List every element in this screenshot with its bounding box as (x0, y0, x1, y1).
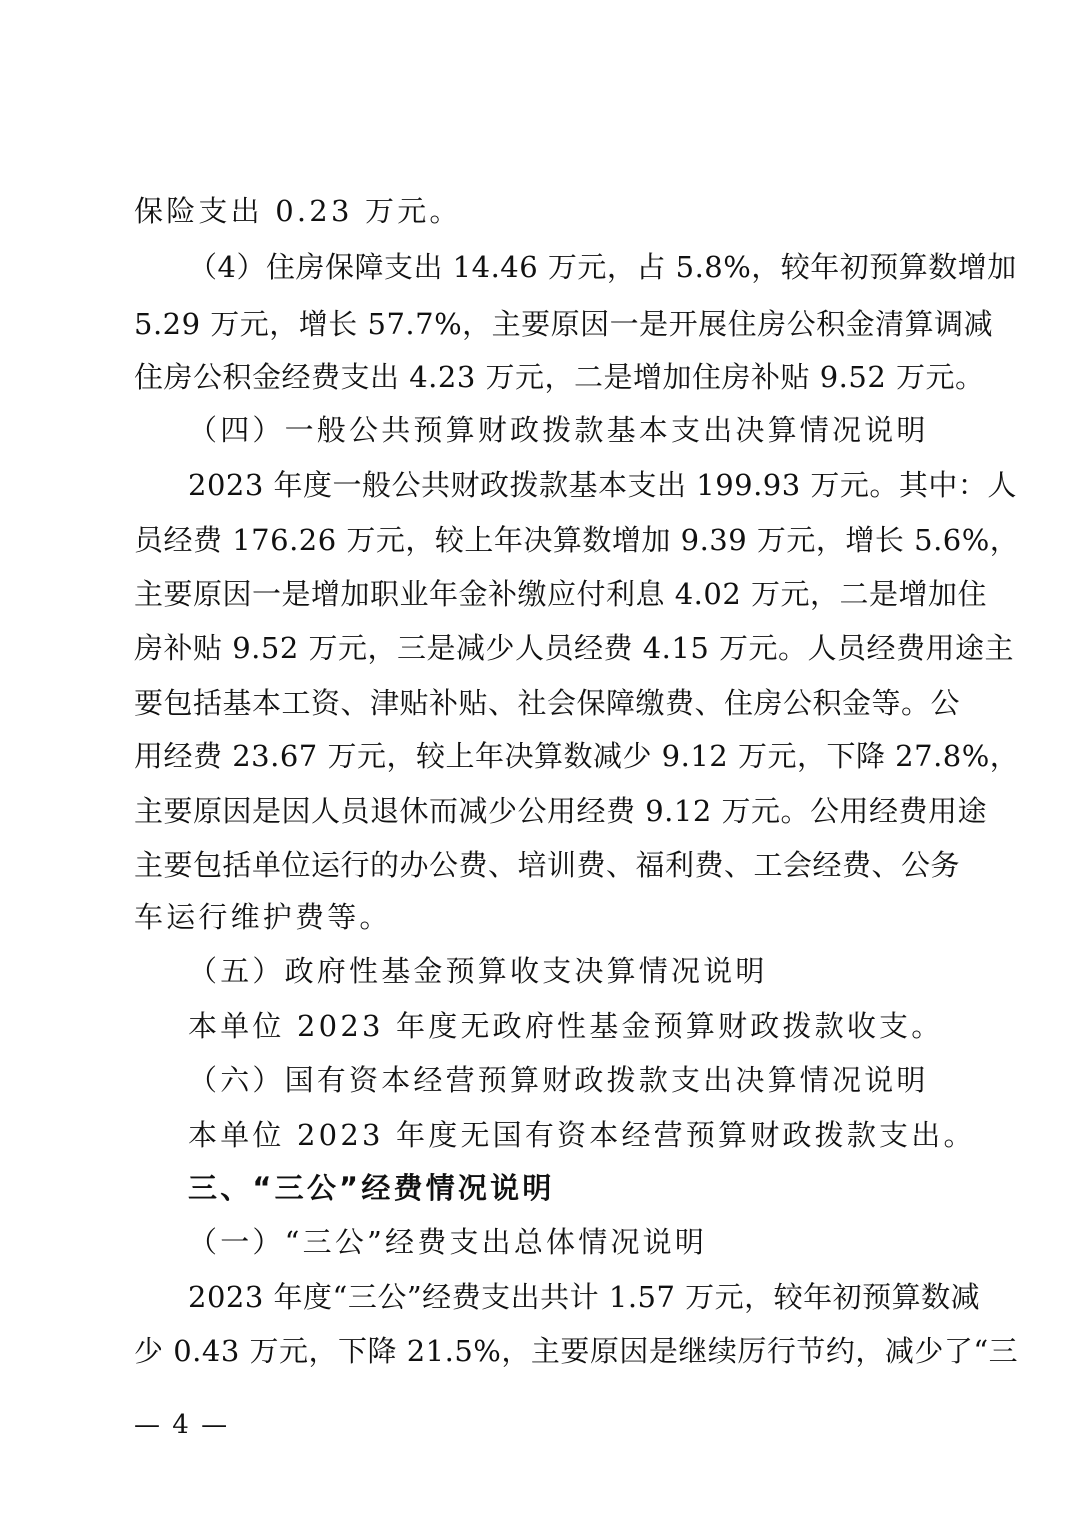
text-line: 本单位 2023 年度无国有资本经营预算财政拨款支出。 (188, 1118, 976, 1152)
section-heading: （四）一般公共预算财政拨款基本支出决算情况说明 (188, 413, 929, 447)
text-line: 主要包括单位运行的办公费、培训费、福利费、工会经费、公务 (134, 848, 961, 882)
text-line: 主要原因一是增加职业年金补缴应付利息 4.02 万元，二是增加住 (134, 577, 988, 611)
text-line: 车运行维护费等。 (134, 900, 392, 934)
text-line: 2023 年度“三公”经费支出共计 1.57 万元，较年初预算数减 (188, 1280, 981, 1314)
text-line: （4）住房保障支出 14.46 万元，占 5.8%，较年初预算数增加 (188, 250, 1017, 284)
text-line: 住房公积金经费支出 4.23 万元，二是增加住房补贴 9.52 万元。 (134, 360, 985, 394)
text-line: 少 0.43 万元，下降 21.5%，主要原因是继续厉行节约，减少了“三 (134, 1334, 1019, 1368)
text-line: 房补贴 9.52 万元，三是减少人员经费 4.15 万元。人员经费用途主 (134, 631, 1015, 665)
section-heading: （六）国有资本经营预算财政拨款支出决算情况说明 (188, 1063, 929, 1097)
chapter-heading: 三、“三公”经费情况说明 (188, 1171, 555, 1205)
text-line: 2023 年度一般公共财政拨款基本支出 199.93 万元。其中：人 (188, 468, 1017, 502)
page-number: — 4 — (134, 1410, 230, 1440)
text-line: 保险支出 0.23 万元。 (134, 194, 462, 228)
text-line: 员经费 176.26 万元，较上年决算数增加 9.39 万元，增长 5.6%， (134, 523, 1020, 557)
text-line: 用经费 23.67 万元，较上年决算数减少 9.12 万元，下降 27.8%， (134, 739, 1020, 773)
text-line: 要包括基本工资、津贴补贴、社会保障缴费、住房公积金等。公 (134, 686, 961, 720)
text-line: 5.29 万元，增长 57.7%，主要原因一是开展住房公积金清算调减 (134, 307, 994, 341)
text-line: 本单位 2023 年度无政府性基金预算财政拨款收支。 (188, 1009, 944, 1043)
section-heading: （五）政府性基金预算收支决算情况说明 (188, 954, 768, 988)
text-line: 主要原因是因人员退休而减少公用经费 9.12 万元。公用经费用途 (134, 794, 988, 828)
section-heading: （一）“三公”经费支出总体情况说明 (188, 1225, 708, 1259)
